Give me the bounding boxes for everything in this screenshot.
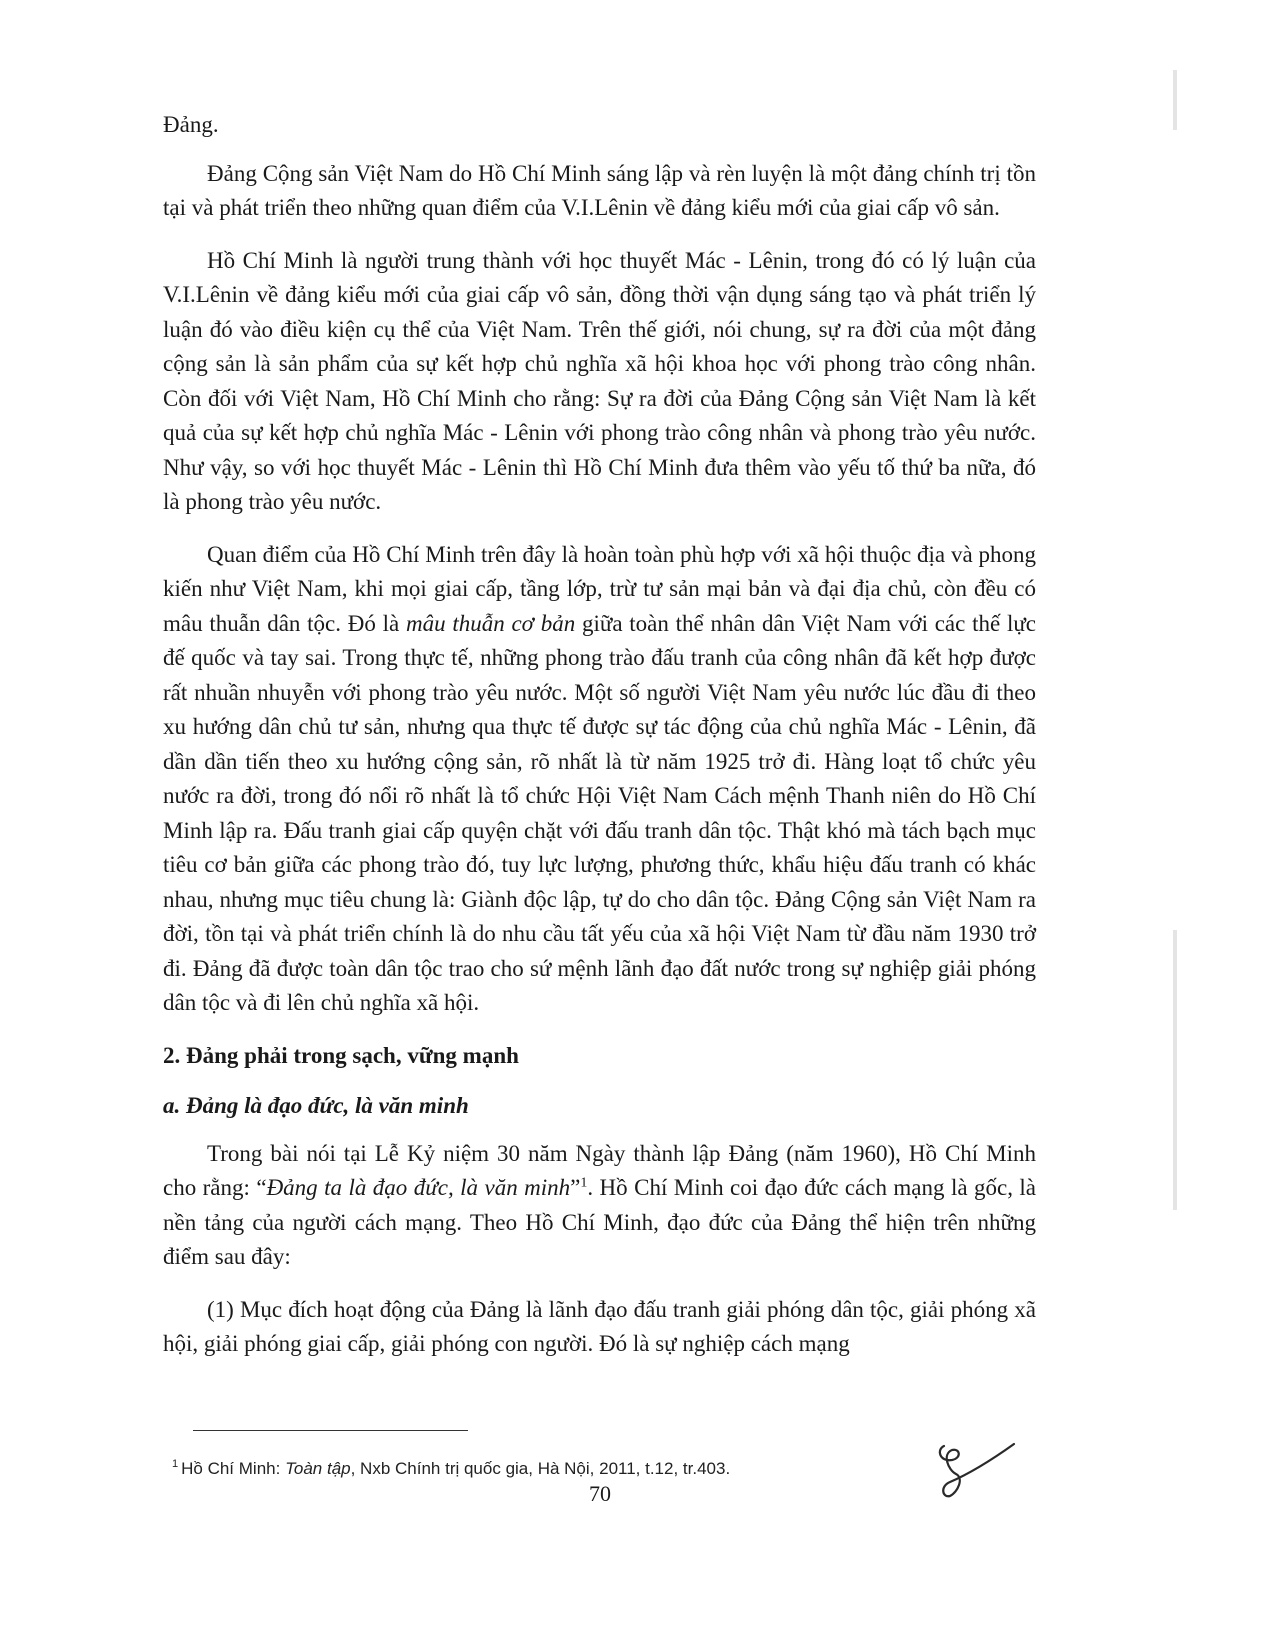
footnote-reference[interactable]: 1 — [580, 1175, 588, 1191]
emphasis-text: mâu thuẫn cơ bản — [405, 610, 576, 636]
signature-mark — [930, 1440, 1020, 1500]
paragraph-text: Quan điểm của Hồ Chí Minh trên đây là hoàn toàn phù hợp với xã hội thuộc địa và phong kiến như Việt Nam, khi mọi giai cấp, tầng lớp, trừ tư sản mại bản và đại địa chủ, còn đều có mâu thuẫn dân tộc. Đó là — [163, 541, 1036, 636]
paragraph-continuation: Đảng. — [163, 112, 219, 137]
paragraph-party-purpose: (1) Mục đích hoạt động của Đảng là lãnh đạo đấu tranh giải phóng dân tộc, giải phóng xã hội, giải phóng giai cấp, giải phóng con người. Đó là sự nghiệp cách mạng — [163, 1296, 1036, 1356]
scan-artifact — [1173, 70, 1177, 130]
paragraph-quote — [163, 1137, 1036, 1275]
footnote-text: , Nxb Chính trị quốc gia, Hà Nội, 2011, t.12, tr.403. — [350, 1459, 731, 1478]
paragraph-text: . Hồ Chí Minh coi đạo đức cách mạng là gốc, là nền tảng của người cách mạng. Theo Hồ Chí Minh, đạo đức của Đảng thể hiện trên những điểm sau đây: — [163, 1175, 1036, 1269]
quote-close: ” — [570, 1175, 581, 1200]
paragraph-text: Trong bài nói tại Lễ Kỷ niệm 30 năm Ngày thành lập Đảng (năm 1960), Hồ Chí Minh cho rằng: “ — [163, 1140, 1036, 1200]
quote-text: Đảng ta là đạo đức, là văn minh — [266, 1175, 571, 1200]
paragraph-marxism-leninism: Hồ Chí Minh là người trung thành với học thuyết Mác - Lênin, trong đó có lý luận của V.I.Lênin về đảng kiểu mới của giai cấp vô sản, đồng thời vận dụng sáng tạo và phát triển lý luận đó vào điều kiện cụ thể của Việt Nam. Trên thế giới, nói chung, sự ra đời của một đảng cộng sản là sản phẩm của sự kết hợp chủ nghĩa xã hội khoa học với phong trào công nhân. Còn đối với Việt Nam, Hồ Chí Minh cho rằng: Sự ra đời của Đảng Cộng sản Việt Nam là kết quả của sự kết hợp chủ nghĩa Mác - Lênin với phong trào công nhân và phong trào yêu nước. Như vậy, so với học thuyết Mác - Lênin thì Hồ Chí Minh đưa thêm vào yếu tố thứ ba nữa, đó là phong trào yêu nước. — [163, 247, 1036, 514]
paragraph-colonial-society — [163, 538, 1036, 1021]
paragraph-text: giữa toàn thể nhân dân Việt Nam với các thế lực đế quốc và tay sai. Trong thực tế, những phong trào đấu tranh của công nhân đã kết hợp được rất nhuần nhuyễn với phong trào yêu nước. Một số người Việt Nam yêu nước lúc đầu đi theo xu hướng dân chủ tư sản, nhưng qua thực tế được sự tác động của chủ nghĩa Mác - Lênin, đã dần dần tiến theo xu hướng cộng sản, rõ nhất là từ năm 1925 trở đi. Hàng loạt tổ chức yêu nước ra đời, trong đó nổi rõ nhất là tổ chức Hội Việt Nam Cách mệnh Thanh niên do Hồ Chí Minh lập ra. Đấu tranh giai cấp quyện chặt với đấu tranh dân tộc. Thật khó mà tách bạch mục tiêu cơ bản giữa các phong trào đó, tuy lực lượng, phương thức, khẩu hiệu đấu tranh có khác nhau, nhưng mục tiêu chung là: Giành độc lập, tự do cho dân tộc. Đảng Cộng sản Việt Nam ra đời, tồn tại và phát triển chính là do nhu cầu tất yếu của xã hội Việt Nam từ đầu năm 1930 trở đi. Đảng đã được toàn dân tộc trao cho sứ mệnh lãnh đạo đất nước trong sự nghiệp giải phóng dân tộc và đi lên chủ nghĩa xã hội. — [163, 610, 1037, 1015]
footnote-title: Toàn tập — [285, 1459, 351, 1478]
body-text — [163, 108, 1036, 1380]
page-number: 70 — [589, 1481, 611, 1506]
paragraph-party-founding: Đảng Cộng sản Việt Nam do Hồ Chí Minh sáng lập và rèn luyện là một đảng chính trị tồn tại và phát triển theo những quan điểm của V.I.Lênin về đảng kiểu mới của giai cấp vô sản. — [163, 160, 1036, 220]
footnote-divider — [193, 1430, 468, 1431]
footnote — [172, 1458, 972, 1480]
section-heading: 2. Đảng phải trong sạch, vững mạnh — [163, 1042, 519, 1068]
footnote-mark: 1 — [172, 1458, 179, 1471]
subsection-heading: a. Đảng là đạo đức, là văn minh — [163, 1092, 469, 1118]
footnote-text: Hồ Chí Minh: — [181, 1459, 286, 1478]
scan-artifact — [1173, 930, 1177, 1210]
